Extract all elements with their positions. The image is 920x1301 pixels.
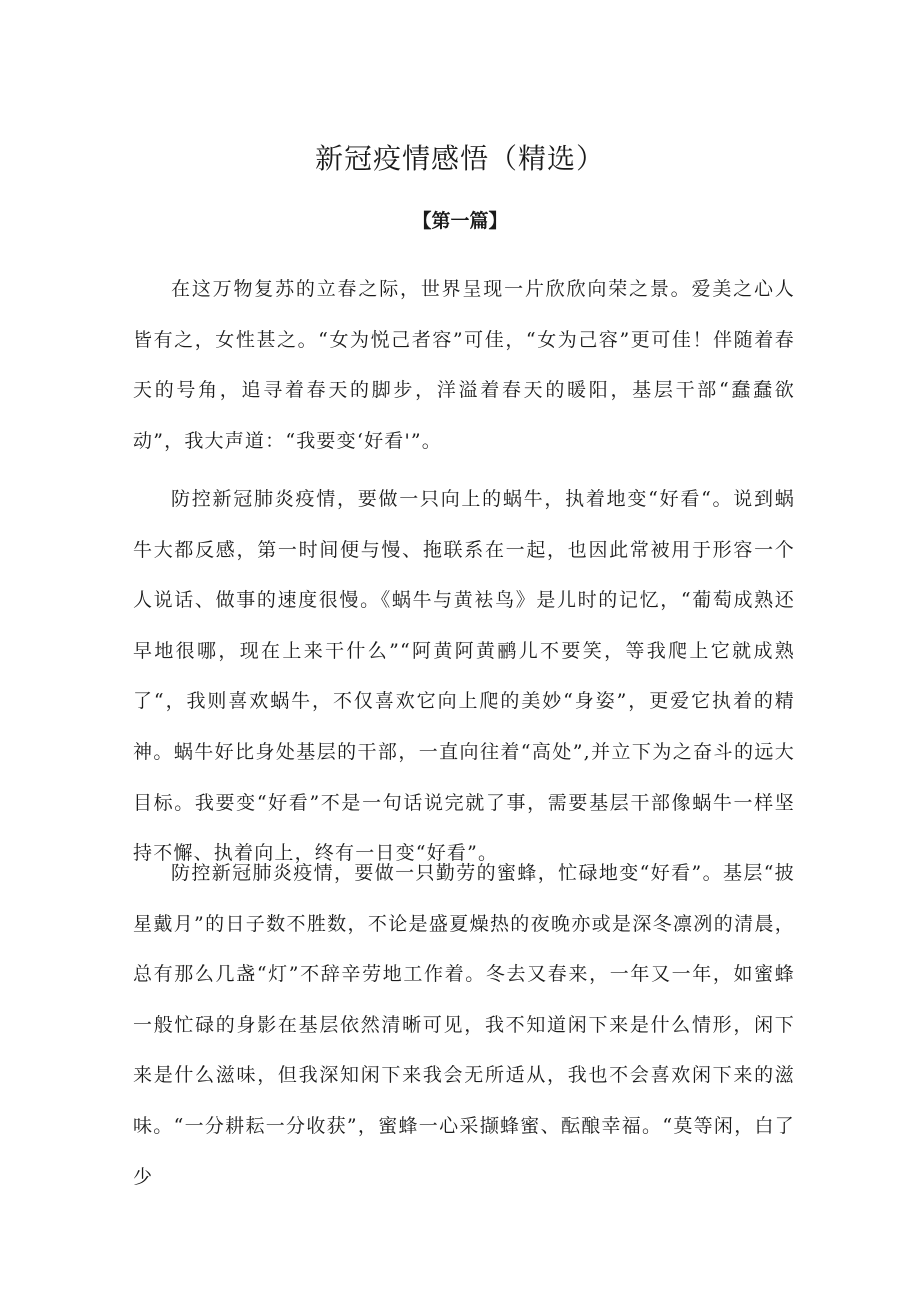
section-heading: 【第一篇】	[412, 210, 508, 232]
document-title: 新冠疫情感悟（精选）	[314, 142, 605, 175]
paragraph-2: 防控新冠肺炎疫情，要做一只向上的蜗牛，执着地变“好看“。说到蜗牛大都反感，第一时间便与慢、拖联系在一起，也因此常被用于形容一个人说话、做事的速度很慢。《蜗牛与黄袪鸟》是儿时的记忆，“葡萄成熟还早地很哪，现在上来干什么”“阿黄阿黄鹂儿不要笑，等我爬上它就成熟了“，我则喜欢蜗牛，不仅喜欢它向上爬的美妙“身姿”，更爱它执着的精神。蜗牛好比身处基层的干部，一直向往着“高处”,并立下为之奋斗的远大目标。我要变“好看”不是一句话说完就了事，需要基层干部像蜗牛一样坚持不懈、执着向上，终有一日变“好看”。	[133, 488, 795, 865]
paragraph-3: 防控新冠肺炎疫情，要做一只勤劳的蜜蜂，忙碌地变“好看”。基层“披星戴月”的日子数不胜数，不论是盛夏燥热的夜晚亦或是深冬凛冽的清晨，总有那么几盏“灯”不辞辛劳地工作着。冬去又春来，一年又一年，如蜜蜂一般忙碌的身影在基层依然清晰可见，我不知道闲下来是什么情形，闲下来是什么滋味，但我深知闲下来我会无所适从，我也不会喜欢闲下来的滋味。“一分耕耘一分收获”，蜜蜂一心采撷蜂蜜、酝酿幸福。“莫等闲，白了少	[133, 862, 795, 1188]
paragraph-1: 在这万物复苏的立春之际，世界呈现一片欣欣向荣之景。爱美之心人皆有之，女性甚之。“女为悦己者容”可佳，“女为己容”更可佳！伴随着春天的号角，追寻着春天的脚步，洋溢着春天的暖阳，基层干部“蠢蠢欲动”，我大声道：“我要变‘好看'”。	[133, 278, 795, 452]
